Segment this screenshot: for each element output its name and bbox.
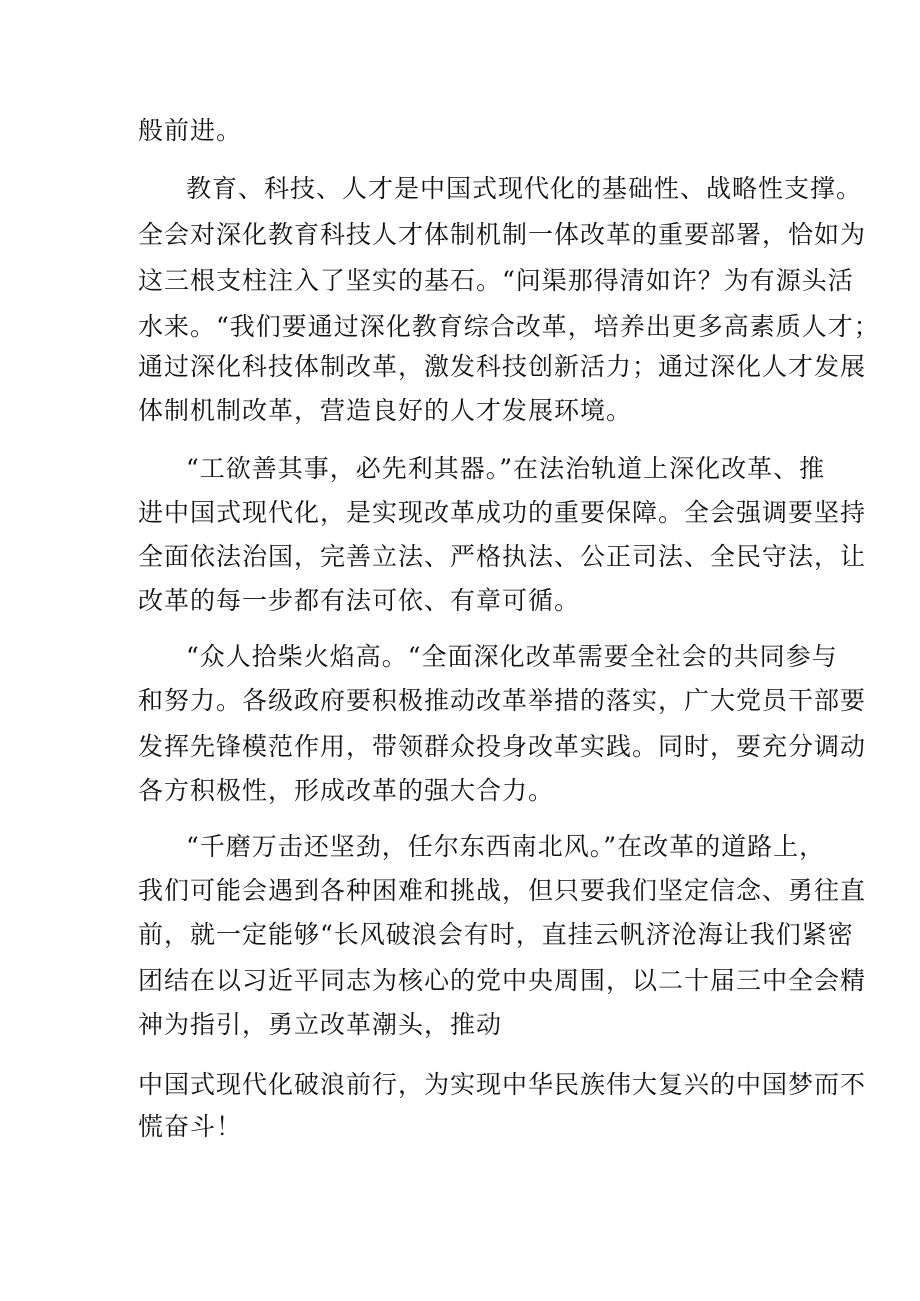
text-line: 进中国式现代化，是实现改革成功的重要保障。全会强调要坚持 bbox=[138, 498, 867, 527]
paragraph-first-line: “众人拾柴火焰高。“全面深化改革需要全社会的共同参与 bbox=[186, 642, 838, 671]
paragraph-first-line: 教育、科技、人才是中国式现代化的基础性、战略性支撑。 bbox=[186, 174, 863, 203]
text-line: 前，就一定能够“长风破浪会有时，直挂云帆济沧海让我们紧密 bbox=[138, 920, 854, 949]
text-line: 通过深化科技体制改革，激发科技创新活力；通过深化人才发展 bbox=[138, 352, 867, 381]
text-line: 发挥先锋模范作用，带领群众投身改革实践。同时，要充分调动 bbox=[138, 732, 867, 761]
text-line: 全面依法治国，完善立法、严格执法、公正司法、全民守法，让 bbox=[138, 542, 867, 571]
text-line: 这三根支柱注入了坚实的基石。“问渠那得清如许？为有源头活 bbox=[138, 266, 854, 295]
text-line: 慌奋斗！ bbox=[138, 1112, 243, 1141]
text-line: 般前进。 bbox=[138, 116, 243, 145]
text-line: 中国式现代化破浪前行，为实现中华民族伟大复兴的中国梦而不 bbox=[138, 1070, 867, 1099]
text-line: 水来。“我们要通过深化教育综合改革，培养出更多高素质人才； bbox=[138, 312, 880, 341]
text-line: 改革的每一步都有法可依、有章可循。 bbox=[138, 586, 581, 615]
text-line: 团结在以习近平同志为核心的党中央周围，以二十届三中全会精 bbox=[138, 966, 867, 995]
text-line: 我们可能会遇到各种困难和挑战，但只要我们坚定信念、勇往直 bbox=[138, 876, 867, 905]
paragraph-first-line: “千磨万击还坚劲，任尔东西南北风。”在改革的道路上， bbox=[186, 832, 826, 861]
text-line: 全会对深化教育科技人才体制机制一体改革的重要部署，恰如为 bbox=[138, 220, 867, 249]
paragraph-first-line: “工欲善其事，必先利其器。”在法治轨道上深化改革、推 bbox=[186, 454, 826, 483]
text-line: 神为指引，勇立改革潮头，推动 bbox=[138, 1010, 503, 1039]
text-line: 体制机制改革，营造良好的人才发展环境。 bbox=[138, 396, 633, 425]
text-line: 各方积极性，形成改革的强大合力。 bbox=[138, 776, 555, 805]
text-line: 和努力。各级政府要积极推动改革举措的落实，广大党员干部要 bbox=[138, 686, 867, 715]
